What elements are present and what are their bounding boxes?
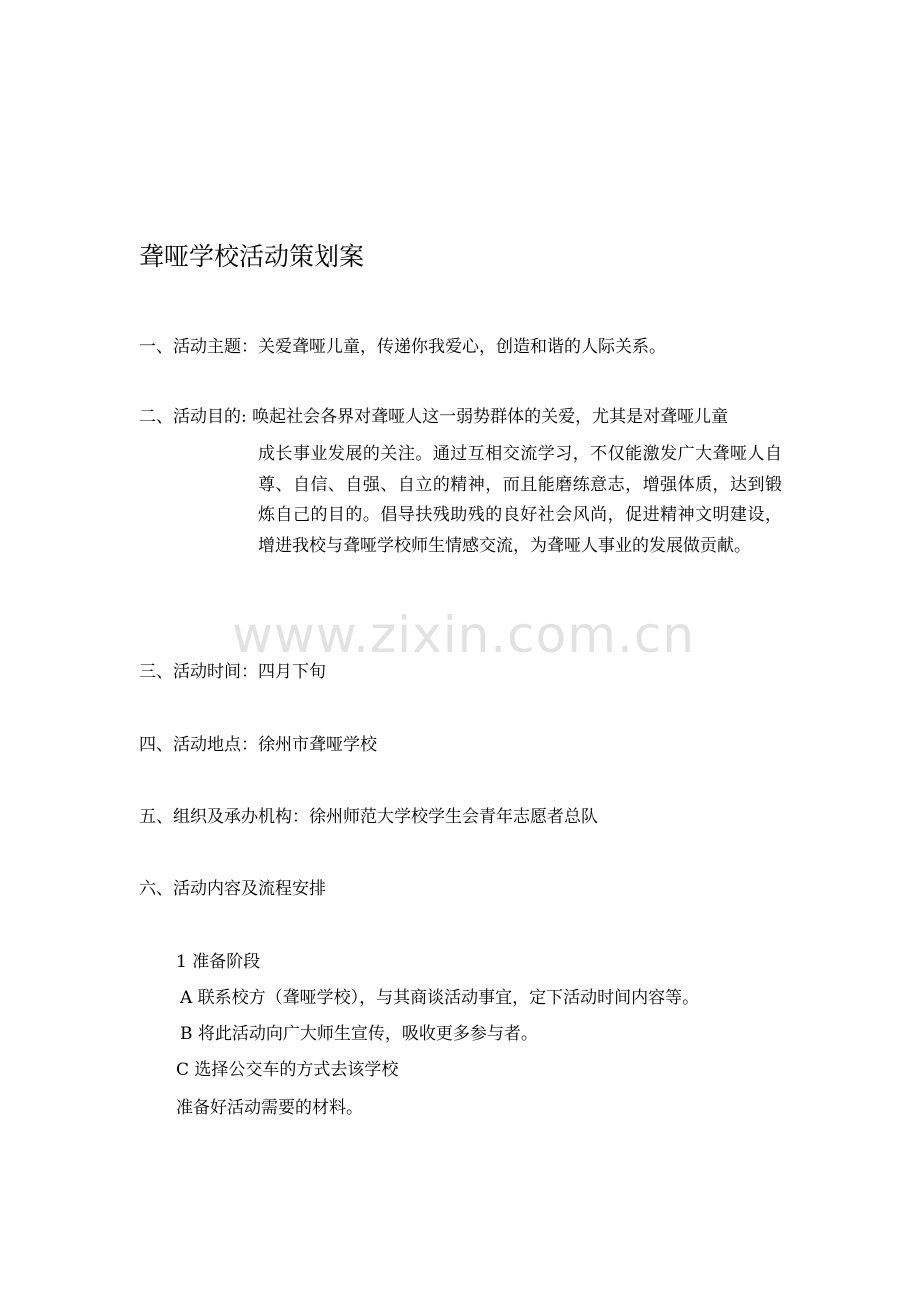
section-purpose-heading: 二、活动目的: 唤起社会各界对聋哑人这一弱势群体的关爱，尤其是对聋哑儿童 (139, 407, 729, 427)
watermark: www.zixin.com.cn (232, 606, 696, 664)
list-item-materials: 准备好活动需要的材料。 (176, 1098, 363, 1118)
section-organizer: 五、组织及承办机构：徐州师范大学校学生会青年志愿者总队 (139, 807, 598, 827)
stage-preparation: 1 准备阶段 (176, 952, 261, 972)
document-title: 聋哑学校活动策划案 (139, 242, 365, 271)
section-content-heading: 六、活动内容及流程安排 (139, 879, 326, 899)
section-theme: 一、活动主题：关爱聋哑儿童，传递你我爱心，创造和谐的人际关系。 (139, 337, 666, 357)
list-item-b: B 将此活动向广大师生宣传，吸收更多参与者。 (180, 1024, 538, 1044)
section-purpose-paragraph: 成长事业发展的关注。通过互相交流学习，不仅能激发广大聋哑人自尊、自信、自强、自立的精神，而且能磨练意志，增强体质，达到锻炼自己的目的。倡导扶残助残的良好社会风尚，促进精神文明建设，增进我校与聋哑学校师生情感交流，为聋哑人事业的发展做贡献。 (258, 444, 782, 556)
section-time: 三、活动时间：四月下旬 (139, 662, 326, 682)
section-location: 四、活动地点：徐州市聋哑学校 (139, 735, 377, 755)
list-item-a: A 联系校方（聋哑学校），与其商谈活动事宜，定下活动时间内容等。 (180, 988, 700, 1008)
list-item-c: C 选择公交车的方式去该学校 (176, 1060, 399, 1080)
